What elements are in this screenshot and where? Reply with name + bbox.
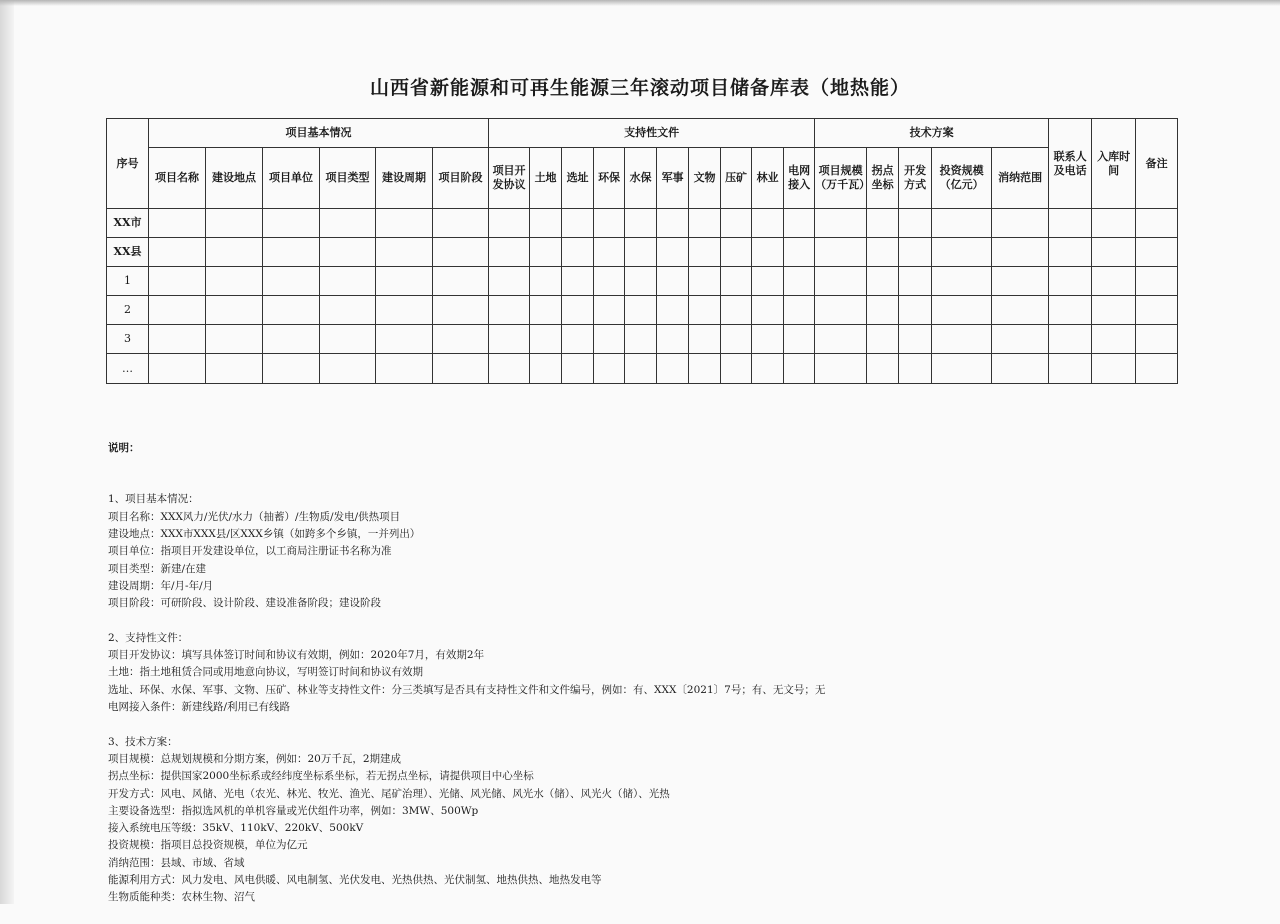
table-cell [1092, 267, 1136, 296]
table-cell [657, 325, 689, 354]
table-cell [433, 209, 489, 238]
col-header: 消纳范围 [992, 148, 1049, 209]
table-cell [932, 209, 992, 238]
table-cell [530, 354, 562, 384]
table-cell [1049, 209, 1092, 238]
table-cell [433, 354, 489, 384]
table-cell [992, 209, 1049, 238]
note-line: 投资规模：指项目总投资规模，单位为亿元 [108, 839, 308, 852]
table-cell [689, 209, 721, 238]
note-line [108, 716, 825, 733]
table-cell [992, 325, 1049, 354]
table-cell [376, 209, 433, 238]
table-cell [1092, 296, 1136, 325]
table-cell [752, 325, 784, 354]
table-row [107, 325, 1178, 354]
note-line: 3、技术方案： [108, 735, 178, 748]
table-cell [752, 209, 784, 238]
note-line: 能源利用方式：风力发电、风电供暖、风电制氢、光伏发电、光热供热、光伏制氢、地热供热、地热发电等 [108, 874, 602, 887]
table-cell [489, 267, 530, 296]
group-basic-header: 项目基本情况 [149, 119, 489, 148]
table-cell [489, 354, 530, 384]
table-cell [562, 325, 594, 354]
row-label: XX市 [107, 209, 149, 238]
table-cell [263, 238, 320, 267]
table-cell [899, 296, 932, 325]
table-cell [899, 209, 932, 238]
col-header: 土地 [530, 148, 562, 209]
table-cell [657, 267, 689, 296]
table-cell [625, 209, 657, 238]
note-line: 土地：指土地租赁合同或用地意向协议，写明签订时间和协议有效期 [108, 666, 423, 679]
table-cell [815, 325, 867, 354]
table-cell [1092, 209, 1136, 238]
table-cell [530, 267, 562, 296]
seq-header: 序号 [107, 119, 149, 209]
contact-header: 联系人及电话 [1049, 119, 1092, 209]
table-cell [1092, 325, 1136, 354]
notes-section [108, 405, 825, 924]
note-line: 拐点坐标：提供国家2000坐标系或经纬度坐标系坐标，若无拐点坐标，请提供项目中心坐标 [108, 770, 534, 783]
note-line: 电网接入条件：新建线路/利用已有线路 [108, 701, 291, 714]
col-header: 项目规模（万千瓦） [815, 148, 867, 209]
table-cell [752, 354, 784, 384]
scan-top-shadow [0, 0, 1280, 6]
table-cell [1049, 354, 1092, 384]
table-cell [149, 238, 206, 267]
table-cell [376, 325, 433, 354]
table-cell [149, 209, 206, 238]
row-label: 1 [107, 267, 149, 296]
table-cell [932, 325, 992, 354]
table-cell [625, 325, 657, 354]
table-cell [1136, 267, 1178, 296]
col-header: 项目开发协议 [489, 148, 530, 209]
table-cell [867, 267, 899, 296]
table-cell [320, 296, 376, 325]
table-cell [784, 209, 815, 238]
table-cell [815, 267, 867, 296]
table-cell [899, 238, 932, 267]
table-cell [594, 267, 625, 296]
table-cell [752, 267, 784, 296]
table-row [107, 354, 1178, 384]
table-cell [376, 354, 433, 384]
table-cell [867, 354, 899, 384]
group-support-header: 支持性文件 [489, 119, 815, 148]
row-label: … [107, 354, 149, 384]
table-cell [149, 267, 206, 296]
table-cell [992, 238, 1049, 267]
table-cell [992, 267, 1049, 296]
col-header: 军事 [657, 148, 689, 209]
project-table [106, 118, 1178, 384]
group-tech-header: 技术方案 [815, 119, 1049, 148]
row-label: XX县 [107, 238, 149, 267]
row-label: 2 [107, 296, 149, 325]
note-line: 生物质能种类：农林生物、沼气 [108, 891, 255, 904]
table-cell [1049, 267, 1092, 296]
table-cell [263, 325, 320, 354]
note-line: 接入系统电压等级：35kV、110kV、220kV、500kV [108, 822, 364, 835]
table-row [107, 209, 1178, 238]
note-line: 项目阶段：可研阶段、设计阶段、建设准备阶段；建设阶段 [108, 597, 381, 610]
table-cell [1092, 238, 1136, 267]
table-cell [149, 296, 206, 325]
table-cell [1092, 354, 1136, 384]
table-cell [489, 209, 530, 238]
table-cell [433, 296, 489, 325]
table-cell [992, 354, 1049, 384]
table-cell [562, 267, 594, 296]
table-cell [489, 296, 530, 325]
table-cell [752, 296, 784, 325]
table-cell [489, 238, 530, 267]
note-line: 项目单位：指项目开发建设单位，以工商局注册证书名称为准 [108, 545, 392, 558]
table-cell [625, 354, 657, 384]
table-row [107, 267, 1178, 296]
table-cell [752, 238, 784, 267]
table-cell [562, 209, 594, 238]
table-cell [784, 267, 815, 296]
table-cell [867, 296, 899, 325]
table-row [107, 296, 1178, 325]
note-line: 建设地点：XXX市XXX县/区XXX乡镇（如跨多个乡镇，一并列出） [108, 528, 421, 541]
table-cell [721, 209, 752, 238]
table-cell [932, 267, 992, 296]
table-cell [899, 267, 932, 296]
page-edge-shadow [0, 0, 14, 904]
table-cell [625, 267, 657, 296]
table-cell [721, 325, 752, 354]
table-cell [530, 209, 562, 238]
col-header: 建设地点 [206, 148, 263, 209]
table-cell [815, 296, 867, 325]
col-header: 项目阶段 [433, 148, 489, 209]
table-cell [562, 238, 594, 267]
table-cell [263, 354, 320, 384]
table-cell [376, 296, 433, 325]
remark-header: 备注 [1136, 119, 1178, 209]
table-cell [1136, 209, 1178, 238]
table-cell [1136, 354, 1178, 384]
col-header: 项目名称 [149, 148, 206, 209]
table-cell [320, 267, 376, 296]
table-cell [1136, 325, 1178, 354]
col-header: 项目类型 [320, 148, 376, 209]
entry-time-header: 入库时间 [1092, 119, 1136, 209]
note-line: 开发方式：风电、风储、光电（农光、林光、牧光、渔光、尾矿治理）、光储、风光储、风光水（储）、风光火（储）、光热 [108, 787, 670, 800]
table-cell [784, 325, 815, 354]
table-cell [206, 209, 263, 238]
table-cell [1049, 325, 1092, 354]
table-cell [867, 209, 899, 238]
note-line: 项目开发协议：填写具体签订时间和协议有效期，例如：2020年7月，有效期2年 [108, 649, 485, 662]
table-cell [206, 267, 263, 296]
col-header: 拐点坐标 [867, 148, 899, 209]
col-header: 水保 [625, 148, 657, 209]
table-cell [657, 354, 689, 384]
table-cell [594, 354, 625, 384]
table-cell [594, 238, 625, 267]
table-cell [867, 325, 899, 354]
table-cell [784, 354, 815, 384]
table-cell [784, 238, 815, 267]
table-cell [594, 325, 625, 354]
col-header: 建设周期 [376, 148, 433, 209]
note-line: 2、支持性文件： [108, 631, 189, 644]
table-cell [721, 296, 752, 325]
col-header: 电网接入 [784, 148, 815, 209]
table-cell [263, 267, 320, 296]
table-cell [784, 296, 815, 325]
table-cell [320, 238, 376, 267]
table-cell [376, 267, 433, 296]
table-cell [263, 209, 320, 238]
table-cell [320, 325, 376, 354]
table-cell [867, 238, 899, 267]
table-cell [689, 354, 721, 384]
table-cell [932, 354, 992, 384]
table-cell [689, 267, 721, 296]
note-line: 选址、环保、水保、军事、文物、压矿、林业等支持性文件：分三类填写是否具有支持性文件和文件编号，例如：有、XXX〔2021〕7号；有、无文号；无 [108, 683, 826, 696]
table-cell [433, 238, 489, 267]
table-cell [594, 296, 625, 325]
row-label: 3 [107, 325, 149, 354]
table-cell [815, 238, 867, 267]
table-cell [562, 354, 594, 384]
table-cell [1049, 238, 1092, 267]
note-line: 建设周期：年/月-年/月 [108, 579, 214, 592]
col-header: 压矿 [721, 148, 752, 209]
table-cell [625, 238, 657, 267]
table-cell [530, 325, 562, 354]
note-line: 1、项目基本情况： [108, 493, 199, 506]
note-line [108, 613, 825, 630]
table-cell [562, 296, 594, 325]
note-line: 项目类型：新建/在建 [108, 562, 207, 575]
notes-lines [108, 491, 825, 906]
table-cell [320, 209, 376, 238]
table-cell [263, 296, 320, 325]
table-cell [992, 296, 1049, 325]
table-cell [320, 354, 376, 384]
table-cell [689, 325, 721, 354]
table-cell [657, 238, 689, 267]
page-title: 山西省新能源和可再生能源三年滚动项目储备库表（地热能） [369, 77, 910, 99]
table-cell [206, 325, 263, 354]
table-cell [899, 325, 932, 354]
table-cell [625, 296, 657, 325]
table-cell [206, 354, 263, 384]
table-cell [489, 325, 530, 354]
notes-heading: 说明： [108, 441, 140, 454]
table-cell [433, 325, 489, 354]
col-header: 文物 [689, 148, 721, 209]
table-cell [594, 209, 625, 238]
table-cell [689, 296, 721, 325]
table-body [107, 209, 1178, 384]
col-header: 开发方式 [899, 148, 932, 209]
table-cell [206, 296, 263, 325]
note-line: 主要设备选型：指拟选风机的单机容量或光伏组件功率，例如：3MW、500Wp [108, 804, 479, 817]
table-cell [815, 209, 867, 238]
col-header: 投资规模（亿元） [932, 148, 992, 209]
table-cell [899, 354, 932, 384]
table-cell [932, 238, 992, 267]
col-header: 选址 [562, 148, 594, 209]
table-cell [376, 238, 433, 267]
table-cell [1049, 296, 1092, 325]
table-cell [206, 238, 263, 267]
col-header: 林业 [752, 148, 784, 209]
table-cell [1136, 296, 1178, 325]
table-cell [815, 354, 867, 384]
table-cell [721, 354, 752, 384]
table-cell [530, 296, 562, 325]
table-cell [689, 238, 721, 267]
note-line: 项目名称：XXX风力/光伏/水力（抽蓄）/生物质/发电/供热项目 [108, 510, 401, 523]
table-cell [721, 238, 752, 267]
note-line: 消纳范围：县域、市域、省域 [108, 856, 245, 869]
table-cell [433, 267, 489, 296]
table-cell [721, 267, 752, 296]
table-cell [530, 238, 562, 267]
col-header: 环保 [594, 148, 625, 209]
table-row [107, 238, 1178, 267]
table-cell [932, 296, 992, 325]
table-cell [149, 354, 206, 384]
col-header: 项目单位 [263, 148, 320, 209]
table-cell [149, 325, 206, 354]
table-cell [1136, 238, 1178, 267]
table-cell [657, 296, 689, 325]
note-line: 项目规模：总规划规模和分期方案，例如：20万千瓦，2期建成 [108, 752, 402, 765]
table-cell [657, 209, 689, 238]
